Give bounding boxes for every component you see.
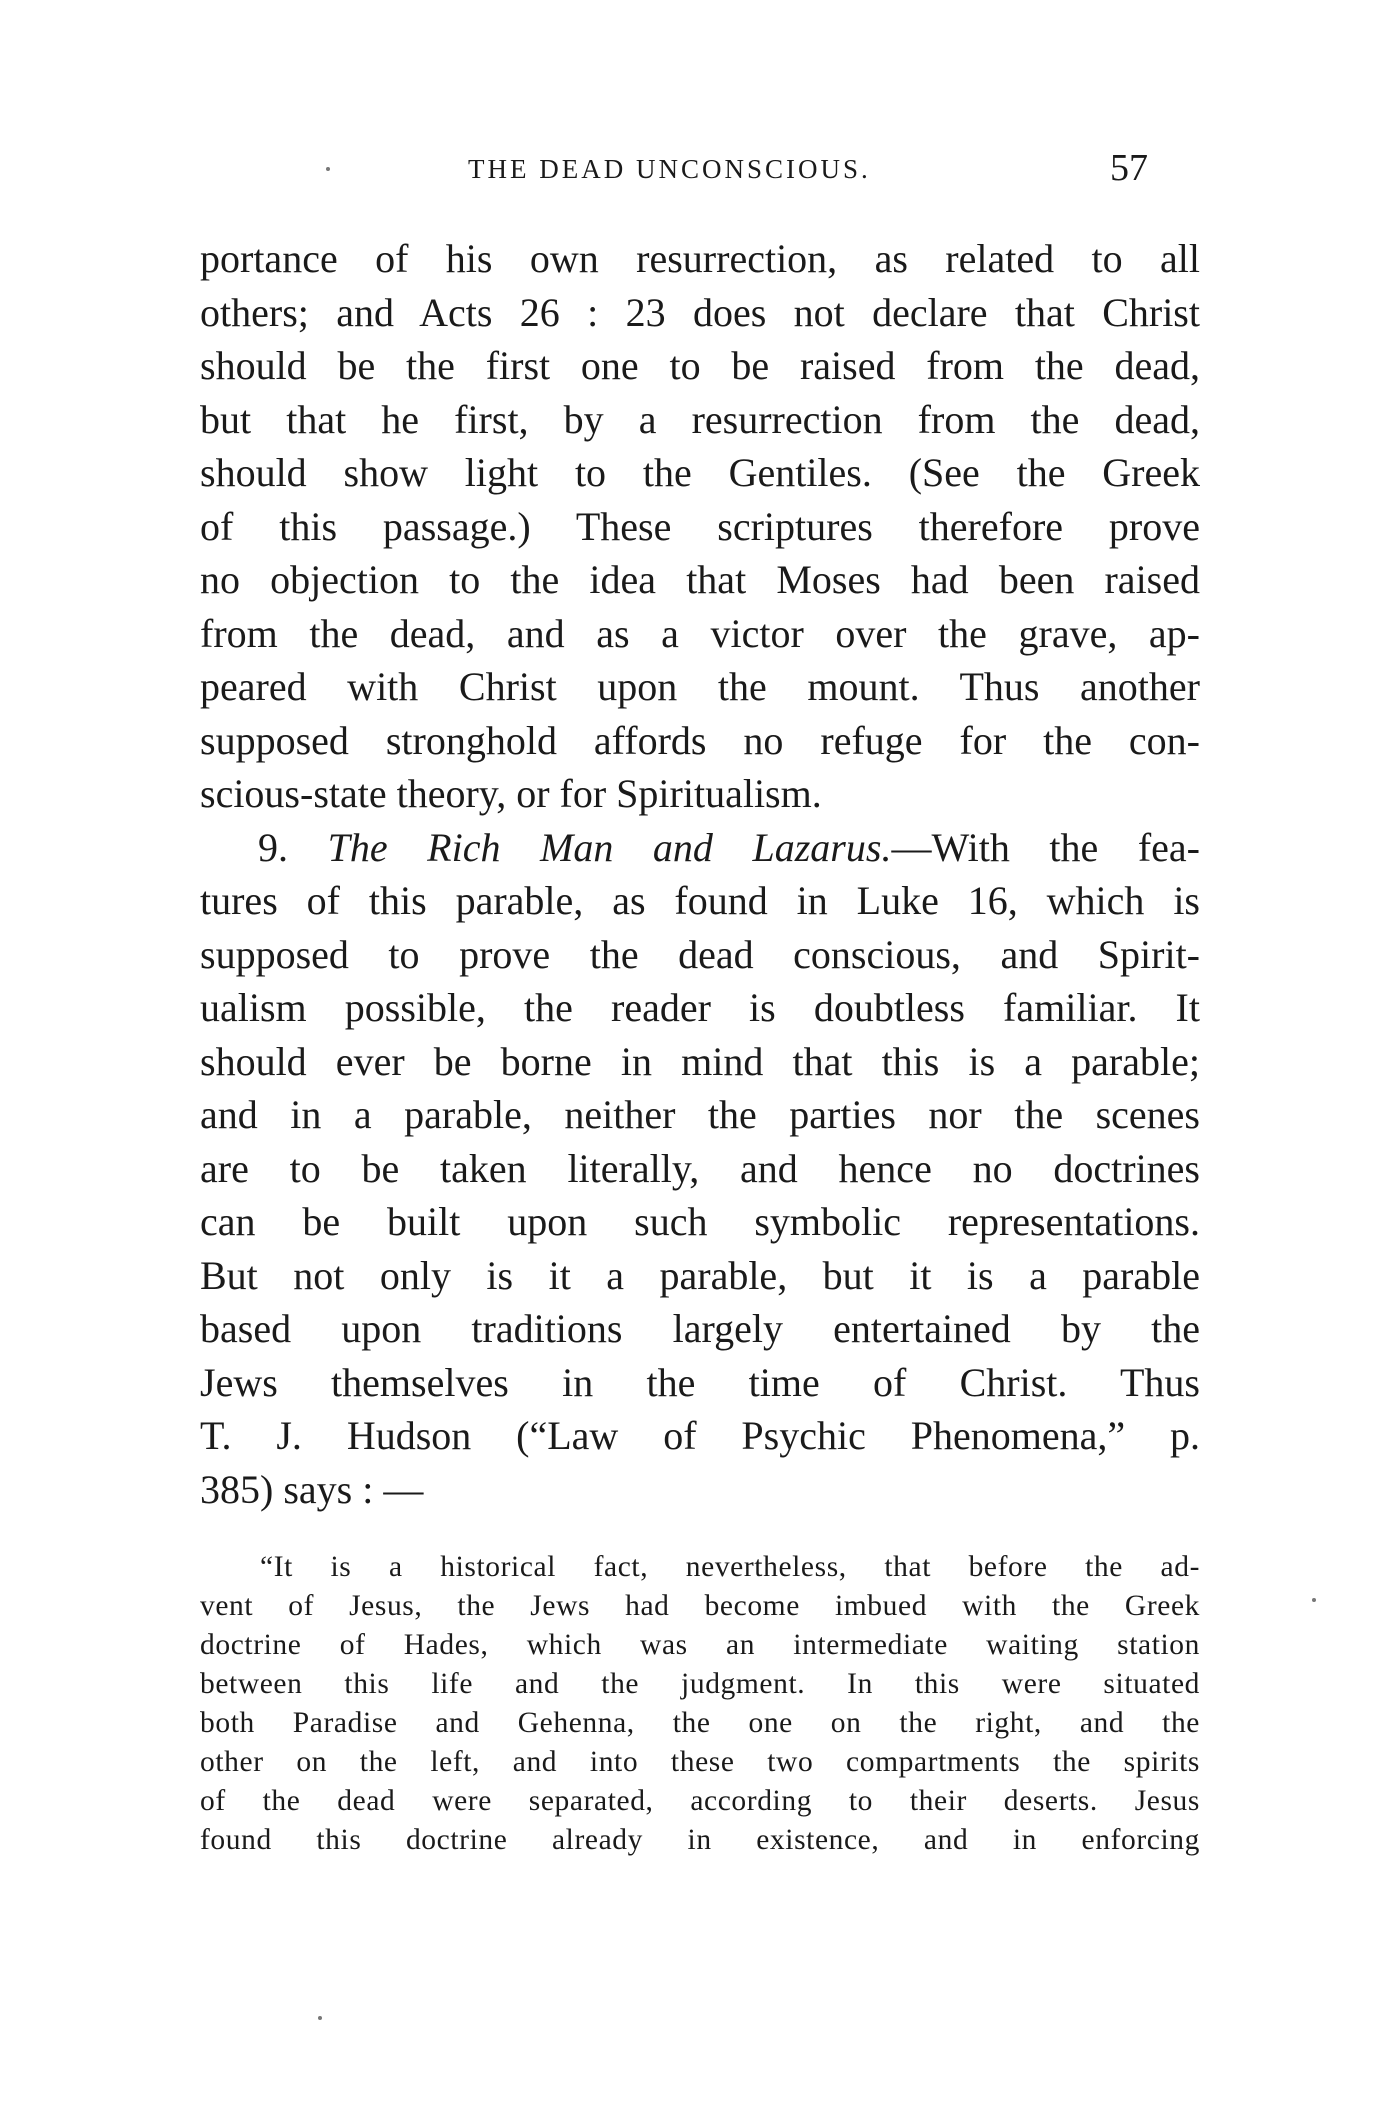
body-text: [200, 232, 1200, 1516]
body-line: scious-state theory, or for Spiritualism.: [200, 771, 822, 816]
body-line: from the dead, and as a victor over the grave, ap-: [200, 610, 1200, 656]
section-heading: The Rich Man and Lazarus.: [327, 824, 892, 870]
section-number: 9.: [258, 824, 288, 870]
quote-line: between this life and the judgment. In this were situated: [200, 1668, 1200, 1700]
quote-line: found this doctrine already in existence, and in enforcing: [200, 1824, 1200, 1856]
quote-line: of the dead were separated, according to their deserts. Jesus: [200, 1785, 1200, 1817]
quote-line: doctrine of Hades, which was an intermediate waiting station: [200, 1629, 1200, 1661]
section-line: Jews themselves in the time of Christ. Thus: [200, 1359, 1200, 1405]
body-line: no objection to the idea that Moses had been raised: [200, 557, 1200, 602]
section-line: 385) says : —: [200, 1466, 424, 1512]
body-line: portance of his own resurrection, as related to all: [200, 236, 1200, 281]
body-line: of this passage.) These scriptures therefore prove: [200, 503, 1200, 549]
section-line: ualism possible, the reader is doubtless familiar. It: [200, 985, 1200, 1030]
section-line: are to be taken literally, and hence no doctrines: [200, 1145, 1200, 1191]
print-speck: [326, 167, 330, 171]
section-first-line: [200, 821, 1200, 875]
section-first-line-rest: With the fea-: [931, 824, 1200, 870]
section-dash: —: [891, 824, 932, 870]
print-speck: [318, 2016, 322, 2020]
body-line: others; and Acts 26 : 23 does not declare that Christ: [200, 289, 1200, 335]
section-line: based upon traditions largely entertained by the: [200, 1306, 1200, 1351]
section-line: tures of this parable, as found in Luke 16, which is: [200, 878, 1200, 923]
quote-line: “It is a historical fact, nevertheless, that before the ad-: [260, 1551, 1200, 1583]
body-line: should show light to the Gentiles. (See the Greek: [200, 450, 1200, 495]
body-line: should be the first one to be raised from the dead,: [200, 343, 1200, 388]
page-number: 57: [1110, 147, 1148, 189]
running-head: [200, 146, 1200, 206]
body-line: supposed stronghold affords no refuge for the con-: [200, 717, 1200, 763]
section-line: But not only is it a parable, but it is a parable: [200, 1252, 1200, 1298]
body-line: peared with Christ upon the mount. Thus another: [200, 664, 1200, 709]
body-line: but that he first, by a resurrection from the dead,: [200, 396, 1200, 442]
section-line: should ever be borne in mind that this is a parable;: [200, 1038, 1200, 1084]
section-line: T. J. Hudson (“Law of Psychic Phenomena,” p.: [200, 1413, 1200, 1458]
print-speck: [1312, 1598, 1316, 1602]
quote-line: vent of Jesus, the Jews had become imbued with the Greek: [200, 1590, 1200, 1622]
section-line: supposed to prove the dead conscious, and Spirit-: [200, 931, 1200, 977]
running-title: THE DEAD UNCONSCIOUS.: [468, 154, 871, 184]
quote-line: both Paradise and Gehenna, the one on the right, and the: [200, 1707, 1200, 1739]
section-line: can be built upon such symbolic representations.: [200, 1199, 1200, 1244]
block-quote: [200, 1548, 1200, 1860]
quote-line: other on the left, and into these two compartments the spirits: [200, 1746, 1200, 1778]
section-line: and in a parable, neither the parties nor the scenes: [200, 1092, 1200, 1137]
